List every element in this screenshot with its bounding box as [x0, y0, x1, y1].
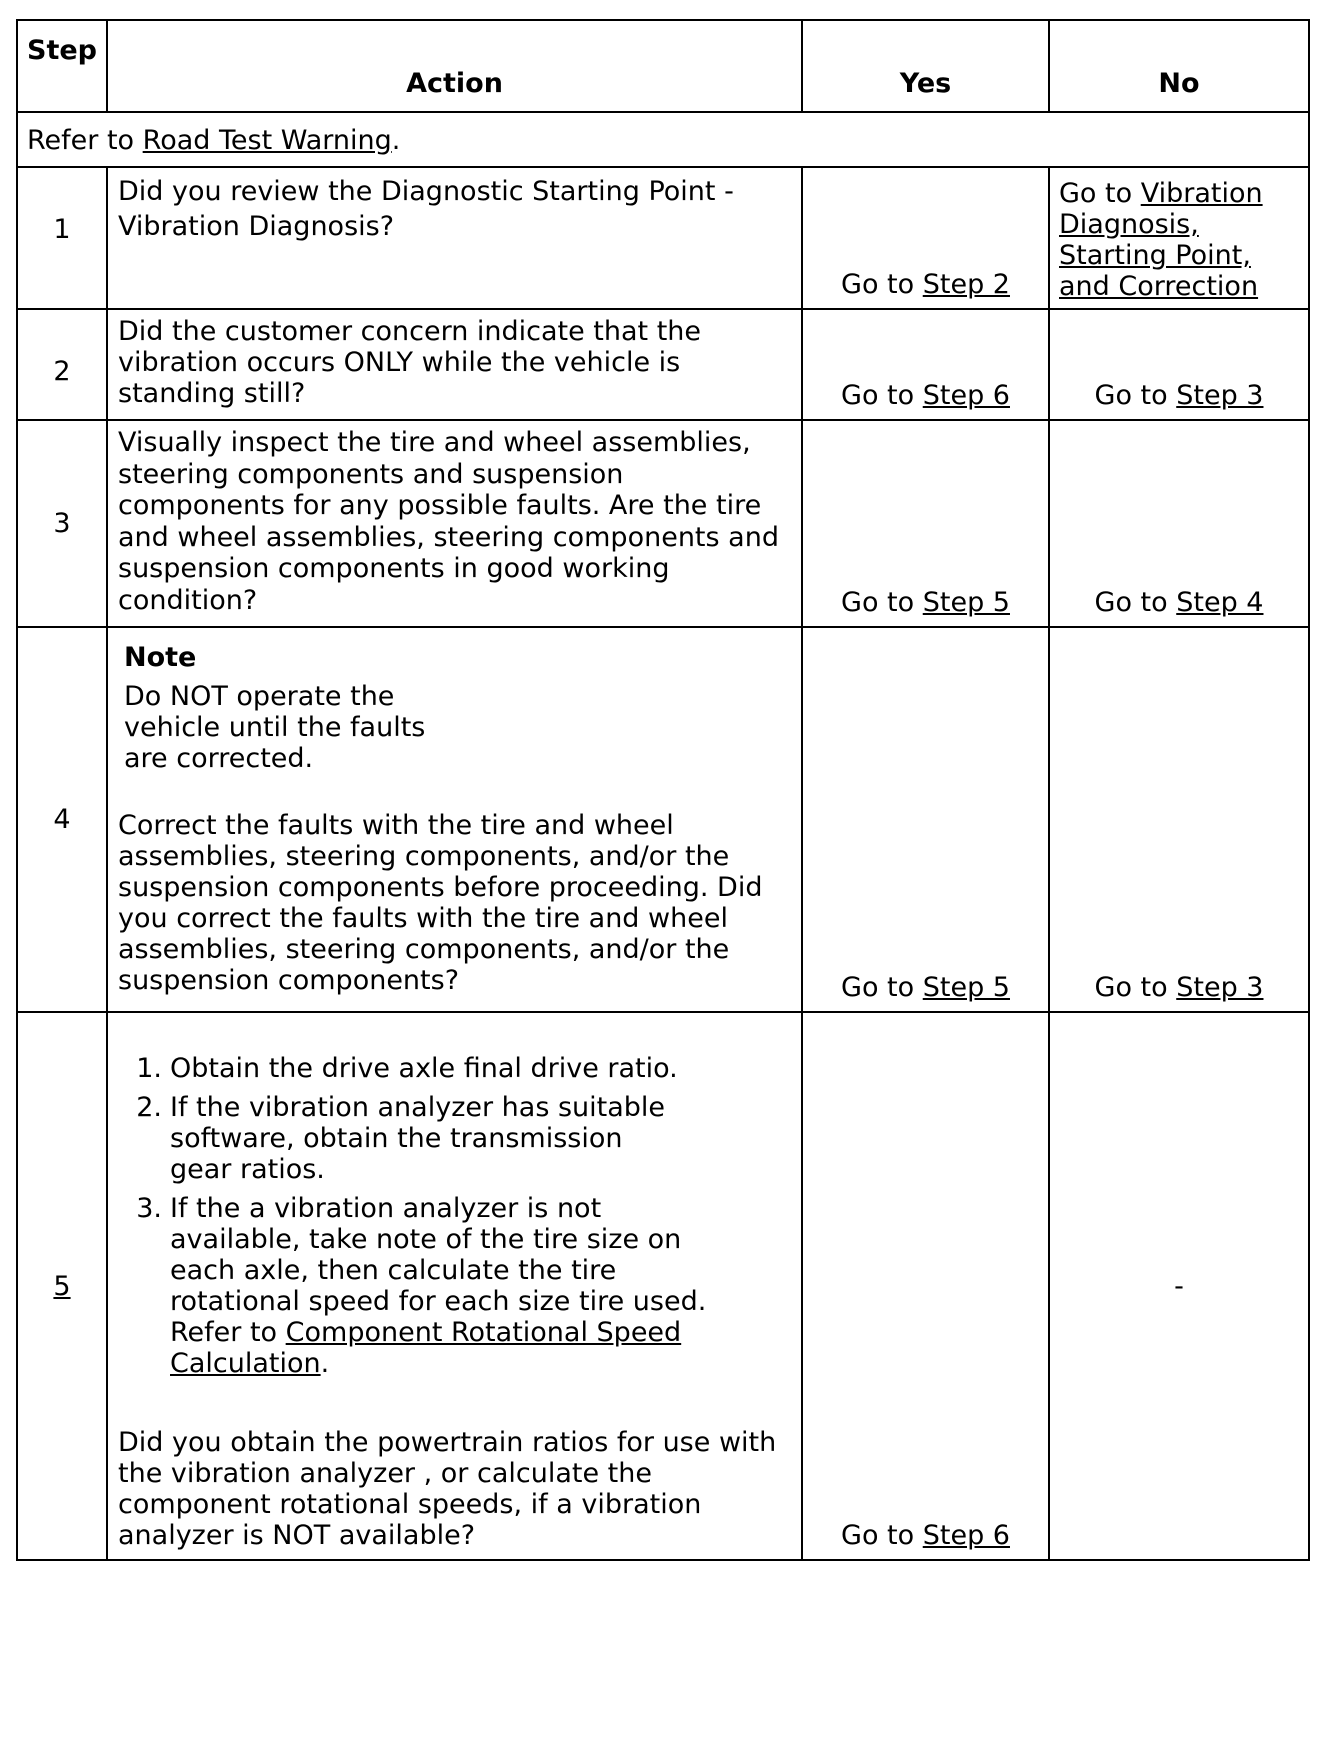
table-row — [17, 167, 1309, 309]
action-text: Correct the faults with the tire and wheel assemblies, steering components, and/or the suspension components before proceeding. Did you correct the faults with the tire and wheel assemblies, steering components, and/or the suspension components? — [118, 810, 763, 996]
action-text: Did you review the Diagnostic Starting Point - Vibration Diagnosis? — [107, 167, 802, 309]
list-number: 2. — [136, 1092, 162, 1123]
yes-step-link[interactable]: Step 6 — [922, 380, 1010, 411]
header-yes: Yes — [802, 20, 1049, 112]
refer-cell — [17, 112, 1309, 167]
yes-step-link[interactable]: Step 5 — [922, 972, 1010, 1003]
refer-prefix: Refer to — [27, 125, 143, 156]
no-cell — [1049, 309, 1309, 420]
list-text: Obtain the drive axle final drive ratio. — [170, 1053, 678, 1084]
step-number: 4 — [17, 627, 107, 1012]
diagnostic-table — [16, 19, 1310, 1561]
list-suffix: . — [320, 1348, 330, 1379]
action-cell — [107, 1012, 802, 1560]
note-body: Do NOT operate the vehicle until the faults are corrected. — [124, 681, 426, 774]
step-number: 1 — [17, 167, 107, 309]
list-item — [118, 1053, 791, 1084]
no-cell — [1049, 420, 1309, 627]
step-number-cell — [17, 1012, 107, 1560]
go-to-label: Go to — [1094, 972, 1177, 1003]
no-step-link[interactable]: Step 3 — [1176, 380, 1264, 411]
yes-cell — [802, 420, 1049, 627]
go-to-label: Go to — [1094, 380, 1177, 411]
list-text-wrapper — [170, 1193, 791, 1379]
yes-step-link[interactable]: Step 5 — [922, 587, 1010, 618]
list-item — [118, 1092, 791, 1185]
action-cell — [107, 627, 802, 1012]
action-text: Did the customer concern indicate that the vibration occurs ONLY while the vehicle is standing still? — [107, 309, 802, 420]
no-cell: - — [1049, 1012, 1309, 1560]
list-text: If the a vibration analyzer is not available, take note of the tire size on each axle, then calculate the tire rotational speed for each size tire used. Refer to — [170, 1193, 707, 1348]
table-row — [17, 627, 1309, 1012]
vibration-diagnosis-link[interactable]: Vibration Diagnosis, Starting Point, and Correction — [1059, 178, 1263, 302]
spacer — [118, 774, 791, 810]
header-step: Step — [17, 20, 107, 112]
yes-cell — [802, 167, 1049, 309]
table-header-row — [17, 20, 1309, 112]
action-text: Visually inspect the tire and wheel assemblies, steering components and suspension components for any possible faults. Are the tire and wheel assemblies, steering components and suspension components in good working condition? — [107, 420, 802, 627]
go-to-label: Go to — [841, 587, 923, 618]
yes-step-link[interactable]: Step 6 — [922, 1520, 1010, 1551]
header-action: Action — [107, 20, 802, 112]
road-test-warning-link[interactable]: Road Test Warning — [142, 125, 392, 156]
action-text: Did you obtain the powertrain ratios for use with the vibration analyzer , or calculate the component rotational speeds, if a vibration analyzer is NOT available? — [118, 1427, 777, 1551]
go-to-label: Go to — [841, 269, 923, 300]
go-to-label: Go to — [1059, 178, 1141, 209]
refer-suffix: . — [391, 125, 401, 156]
go-to-label: Go to — [841, 972, 923, 1003]
no-step-link[interactable]: Step 3 — [1176, 972, 1264, 1003]
step-number: 3 — [17, 420, 107, 627]
list-number: 3. — [136, 1193, 162, 1224]
yes-step-link[interactable]: Step 2 — [922, 269, 1010, 300]
list-item — [118, 1193, 791, 1379]
yes-cell — [802, 1012, 1049, 1560]
go-to-label: Go to — [1094, 587, 1177, 618]
table-row — [17, 420, 1309, 627]
refer-row — [17, 112, 1309, 167]
step-number: 2 — [17, 309, 107, 420]
no-step-link[interactable]: Step 4 — [1176, 587, 1264, 618]
table-row — [17, 309, 1309, 420]
go-to-label: Go to — [841, 1520, 923, 1551]
go-to-label: Go to — [841, 380, 923, 411]
no-cell — [1049, 167, 1309, 309]
table-row — [17, 1012, 1309, 1560]
note-title: Note — [124, 642, 197, 673]
list-text: If the vibration analyzer has suitable software, obtain the transmission gear ratios. — [170, 1092, 666, 1185]
yes-cell — [802, 309, 1049, 420]
header-no: No — [1049, 20, 1309, 112]
component-rotational-speed-link[interactable]: Component Rotational Speed Calculation — [170, 1317, 682, 1379]
procedure-list — [118, 1053, 791, 1379]
yes-cell — [802, 627, 1049, 1012]
spacer — [118, 1387, 791, 1427]
list-number: 1. — [136, 1053, 162, 1084]
no-cell — [1049, 627, 1309, 1012]
step-number-link[interactable]: 5 — [53, 1270, 71, 1302]
